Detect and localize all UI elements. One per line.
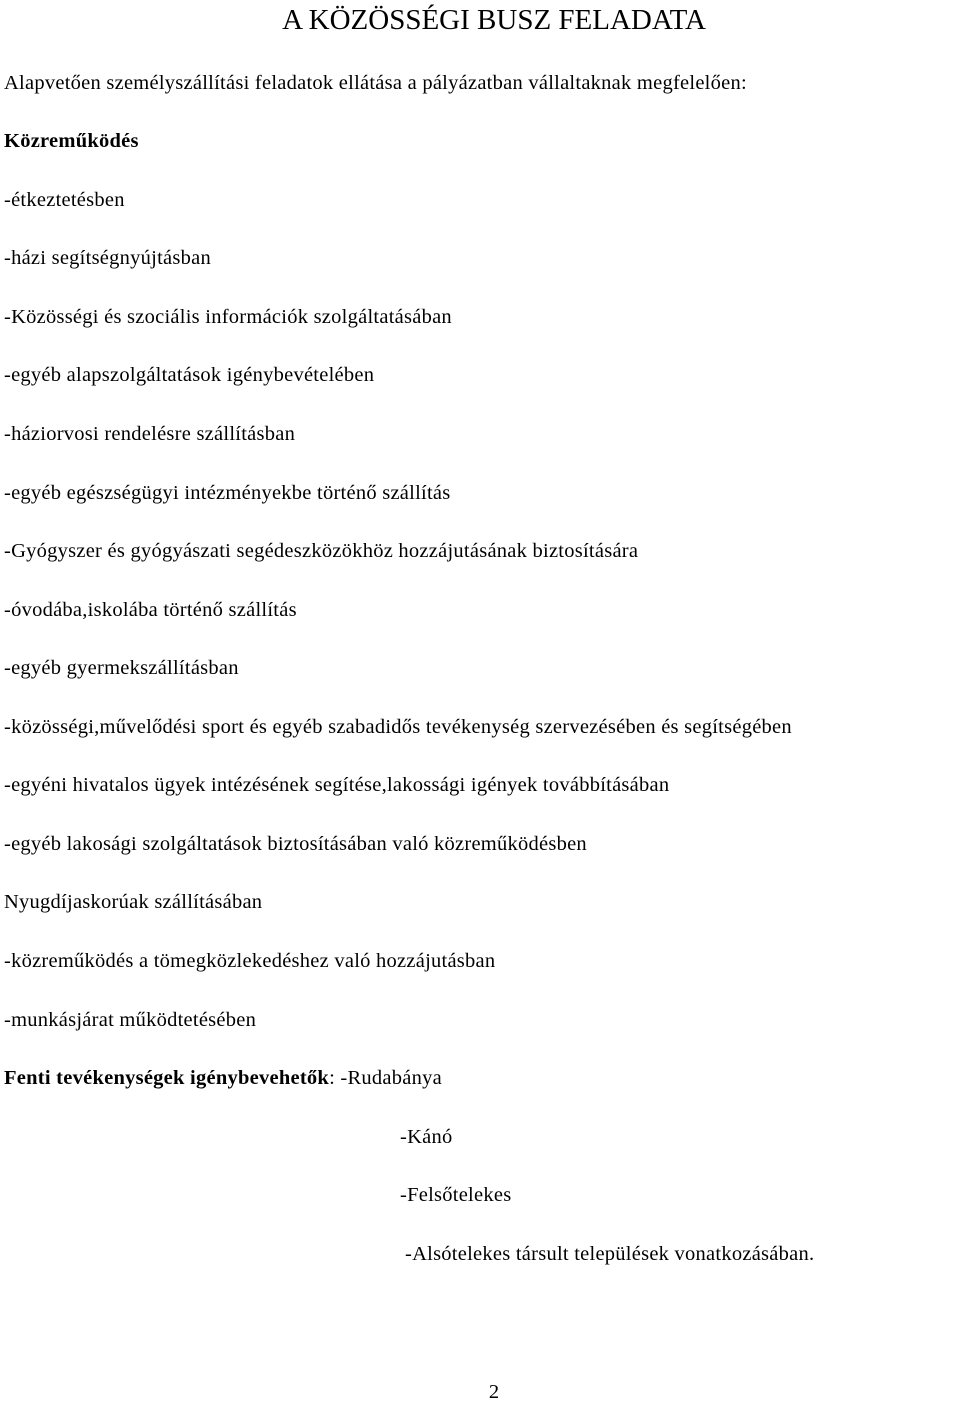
- list-item: -étkeztetésben: [4, 189, 125, 211]
- section-heading-kozremukodes: Közreműködés: [4, 130, 139, 152]
- location-item: -Kánó: [400, 1126, 453, 1148]
- list-item: -házi segítségnyújtásban: [4, 247, 211, 269]
- list-item: -Gyógyszer és gyógyászati segédeszközökhöz hozzájutásának biztosítására: [4, 540, 639, 562]
- list-item: -háziorvosi rendelésre szállításban: [4, 423, 296, 445]
- location-item: -Alsótelekes társult települések vonatkozásában.: [405, 1243, 815, 1265]
- list-item: -munkásjárat működtetésében: [4, 1009, 257, 1031]
- list-item: -egyéb egészségügyi intézményekbe történő szállítás: [4, 482, 451, 504]
- availability-label: Fenti tevékenységek igénybevehetők: [4, 1067, 330, 1089]
- list-item: -egyéni hivatalos ügyek intézésének segítése,lakossági igények továbbításában: [4, 774, 670, 796]
- availability-colon: :: [329, 1067, 336, 1089]
- list-item: -óvodába,iskolába történő szállítás: [4, 599, 297, 621]
- page-number: 2: [488, 1381, 500, 1403]
- list-item: -közösségi,művelődési sport és egyéb szabadidős tevékenység szervezésében és segítségében: [4, 716, 792, 738]
- location-item: -Rudabánya: [340, 1067, 442, 1089]
- list-item: -közreműködés a tömegközlekedéshez való hozzájutásban: [4, 950, 496, 972]
- section-heading-nyugdijaskoruak: Nyugdíjaskorúak szállításában: [4, 891, 263, 913]
- availability-line: [4, 1065, 442, 1091]
- intro-paragraph: Alapvetően személyszállítási feladatok ellátása a pályázatban vállaltaknak megfelelően:: [4, 72, 747, 94]
- list-item: -egyéb alapszolgáltatások igénybevételében: [4, 364, 375, 386]
- list-item: -egyéb gyermekszállításban: [4, 657, 239, 679]
- list-item: -egyéb lakosági szolgáltatások biztosításában való közreműködésben: [4, 833, 587, 855]
- list-item: -Közösségi és szociális információk szolgáltatásában: [4, 306, 452, 328]
- page-title: A KÖZÖSSÉGI BUSZ FELADATA: [282, 4, 706, 36]
- location-item: -Felsőtelekes: [400, 1184, 512, 1206]
